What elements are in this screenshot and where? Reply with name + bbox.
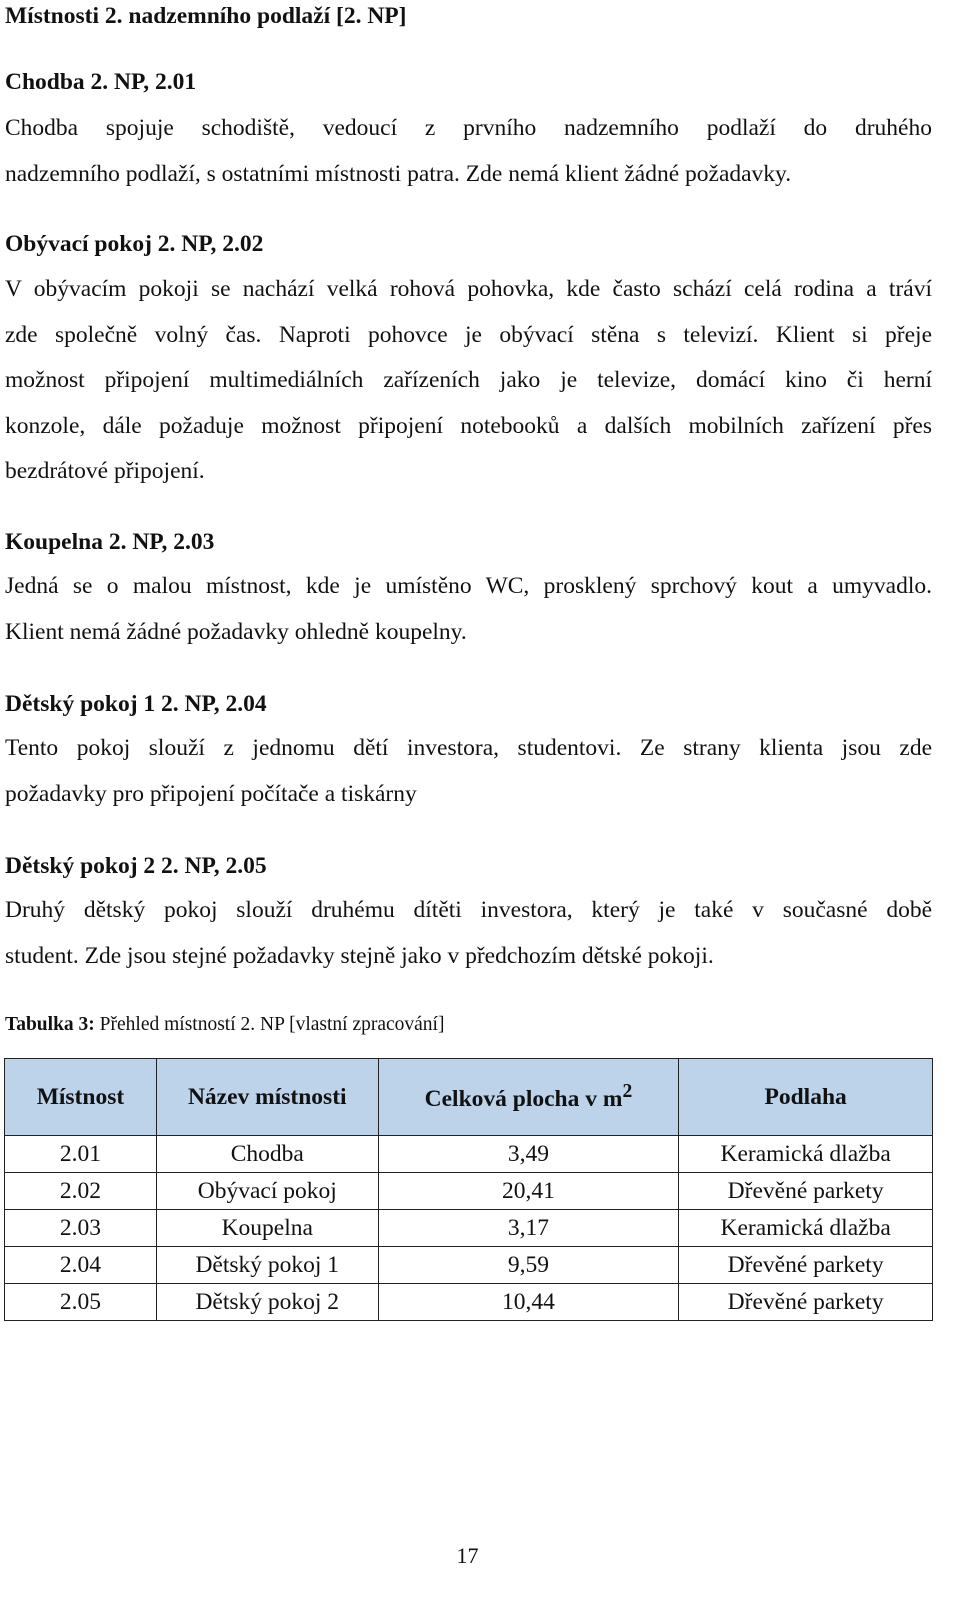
cell-floor: Dřevěné parkety xyxy=(679,1247,933,1284)
section-paragraph-koupelna xyxy=(5,564,932,655)
paragraph-line: požadavky pro připojení počítače a tiskárny xyxy=(5,780,417,807)
table-row xyxy=(5,1284,933,1321)
cell-room-number: 2.05 xyxy=(5,1284,157,1321)
column-header-floor: Podlaha xyxy=(679,1059,933,1136)
section-heading-chodba: Chodba 2. NP, 2.01 xyxy=(5,69,197,95)
cell-floor: Dřevěné parkety xyxy=(679,1284,933,1321)
paragraph-line: Druhý dětský pokoj slouží druhému dítěti investora, který je také v současné době xyxy=(5,897,932,923)
paragraph-line: Jedná se o malou místnost, kde je umístěno WC, prosklený sprchový kout a umyvadlo. xyxy=(5,573,932,599)
area-unit-superscript: 2 xyxy=(622,1081,633,1103)
cell-room-number: 2.01 xyxy=(5,1136,157,1173)
cell-room-name: Dětský pokoj 1 xyxy=(156,1247,378,1284)
cell-room-name: Koupelna xyxy=(156,1210,378,1247)
table-row xyxy=(5,1136,933,1173)
table-row xyxy=(5,1247,933,1284)
section-paragraph-detsky-pokoj-1 xyxy=(5,726,932,817)
paragraph-line: konzole, dále požaduje možnost připojení notebooků a dalších mobilních zařízení přes xyxy=(5,412,932,439)
paragraph-line: student. Zde jsou stejné požadavky stejně jako v předchozím dětské pokoji. xyxy=(5,942,714,969)
cell-room-number: 2.02 xyxy=(5,1173,157,1210)
table-caption-text: Přehled místností 2. NP [vlastní zpracování] xyxy=(94,1014,445,1035)
page-number: 17 xyxy=(456,1543,479,1568)
section-heading-obyvaci-pokoj: Obývací pokoj 2. NP, 2.02 xyxy=(5,231,264,257)
section-heading-koupelna: Koupelna 2. NP, 2.03 xyxy=(5,529,215,555)
cell-area: 20,41 xyxy=(378,1173,679,1210)
cell-area: 3,49 xyxy=(378,1136,679,1173)
section-heading-detsky-pokoj-2: Dětský pokoj 2 2. NP, 2.05 xyxy=(5,853,267,879)
paragraph-line: Klient nemá žádné požadavky ohledně koupelny. xyxy=(5,618,467,645)
paragraph-line: V obývacím pokoji se nachází velká rohová pohovka, kde často schází celá rodina a tráví xyxy=(5,276,932,302)
column-header-room-name: Název místnosti xyxy=(156,1059,378,1136)
cell-room-number: 2.03 xyxy=(5,1210,157,1247)
cell-floor: Keramická dlažba xyxy=(679,1210,933,1247)
paragraph-line: Chodba spojuje schodiště, vedoucí z prvního nadzemního podlaží do druhého xyxy=(5,115,932,141)
paragraph-line: Tento pokoj slouží z jednomu dětí investora, studentovi. Ze strany klienta jsou zde xyxy=(5,735,932,761)
table-caption-label: Tabulka 3: xyxy=(5,1014,95,1035)
floor-heading: Místnosti 2. nadzemního podlaží [2. NP] xyxy=(5,3,407,29)
cell-area: 9,59 xyxy=(378,1247,679,1284)
paragraph-line: bezdrátové připojení. xyxy=(5,458,205,484)
table-row xyxy=(5,1210,933,1247)
cell-floor: Dřevěné parkety xyxy=(679,1173,933,1210)
section-paragraph-detsky-pokoj-2 xyxy=(5,888,932,979)
cell-room-name: Dětský pokoj 2 xyxy=(156,1284,378,1321)
paragraph-line: zde společně volný čas. Naproti pohovce je obývací stěna s televizí. Klient si přeje xyxy=(5,321,932,348)
cell-area: 10,44 xyxy=(378,1284,679,1321)
cell-room-number: 2.04 xyxy=(5,1247,157,1284)
column-header-area xyxy=(378,1059,679,1136)
table-row xyxy=(5,1173,933,1210)
paragraph-line: nadzemního podlaží, s ostatními místnosti patra. Zde nemá klient žádné požadavky. xyxy=(5,160,792,187)
cell-room-name: Chodba xyxy=(156,1136,378,1173)
table-caption xyxy=(5,1012,444,1038)
cell-room-name: Obývací pokoj xyxy=(156,1173,378,1210)
column-header-room: Místnost xyxy=(5,1059,157,1136)
section-paragraph-chodba xyxy=(5,106,932,197)
rooms-table xyxy=(4,1058,933,1321)
column-header-area-label: Celková plocha v m xyxy=(424,1085,623,1112)
table-header-row xyxy=(5,1059,933,1136)
section-heading-detsky-pokoj-1: Dětský pokoj 1 2. NP, 2.04 xyxy=(5,691,267,717)
paragraph-line: možnost připojení multimediálních zařízeních jako je televize, domácí kino či herní xyxy=(5,367,932,393)
cell-area: 3,17 xyxy=(378,1210,679,1247)
section-paragraph-obyvaci-pokoj xyxy=(5,267,932,495)
cell-floor: Keramická dlažba xyxy=(679,1136,933,1173)
